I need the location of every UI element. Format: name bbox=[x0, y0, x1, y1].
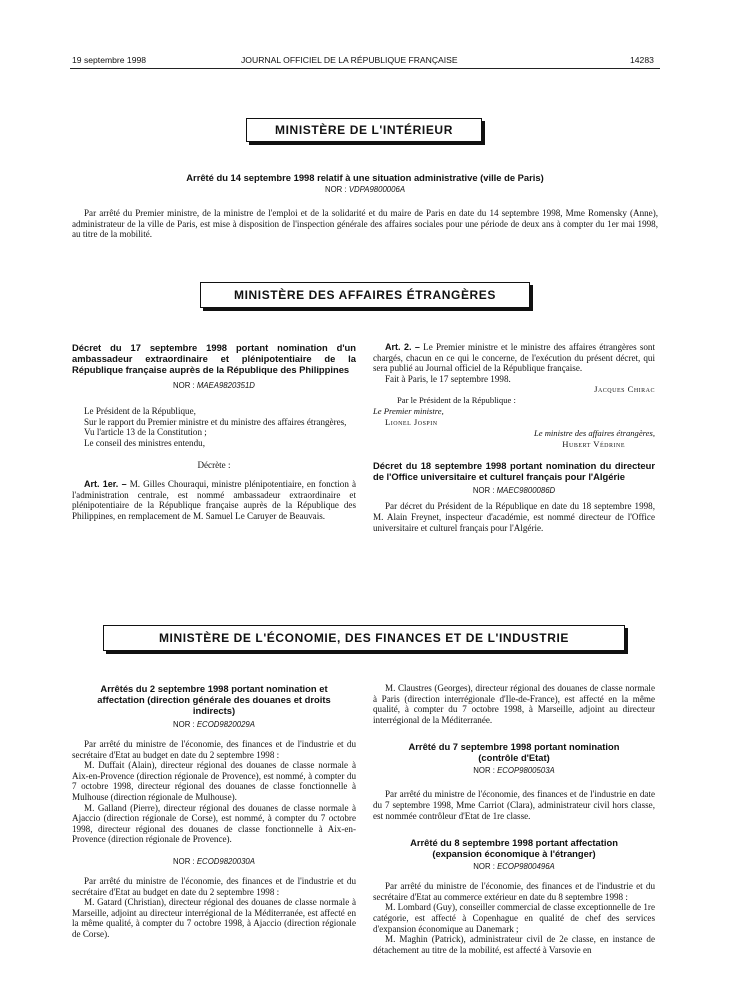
douanes-p2: M. Duffait (Alain), directeur régional des douanes de classe normale à Aix-en-Provence (direction régionale de Provence), est nommé, à compter du 7 octobre 1998, directeur régional des douanes de classe fonctionnelle à Mulhouse (direction régionale de Mulhouse). bbox=[72, 760, 356, 802]
ministry-title-ae-text: MINISTÈRE DES AFFAIRES ÉTRANGÈRES bbox=[233, 288, 497, 302]
article-1 bbox=[72, 479, 356, 521]
expansion-p3: M. Maghin (Patrick), administrateur civil de 2e classe, en instance de détachement au titre de la mobilité, est affecté à Varsovie en bbox=[373, 934, 655, 955]
nor-code-algerie: MAEC9800086D bbox=[496, 486, 556, 496]
header-journal-title: JOURNAL OFFICIEL DE LA RÉPUBLIQUE FRANÇAISE bbox=[241, 55, 458, 65]
decret-heading-philippines: Décret du 17 septembre 1998 portant nomination d'un ambassadeur extraordinaire et plénipotentiaire de la République française auprès de la République des Philippines bbox=[72, 342, 356, 375]
header-page-number: 14283 bbox=[630, 55, 654, 65]
douanes-p4: Par arrêté du ministre de l'économie, des finances et de l'industrie et du secrétaire d'Etat au budget en date du 2 septembre 1998 : bbox=[72, 875, 356, 897]
nor-line bbox=[70, 185, 660, 194]
nor-code-expansion: ECOP9800496A bbox=[497, 862, 555, 872]
ministre-ae-title: Le ministre des affaires étrangères, bbox=[533, 428, 655, 439]
arrete-text: Par arrêté du Premier ministre, de la ministre de l'emploi et de la solidarité et du maire de Paris en date du 14 septembre 1998, Mme Romensky (Anne), administrateur de la ville de Paris, est mise à disposition de l'inspection générale des affaires sociales pour une période de deux ans à compter du 1er mai 1998, au titre de la mobilité. bbox=[72, 208, 658, 240]
nor-line-algerie: NOR : MAEC9800086D bbox=[472, 486, 556, 496]
controle-text: Par arrêté du ministre de l'économie, des finances et de l'industrie en date du 7 septembre 1998, Mme Carriot (Clara), administrateur civil hors classe, est nommée contrôleur d'Etat de 1re classe. bbox=[373, 789, 655, 821]
column-right-ae bbox=[373, 342, 655, 533]
arretes-douanes-heading: Arrêtés du 2 septembre 1998 portant nomination et affectation (direction générale des douanes et droits indirects) bbox=[97, 683, 331, 716]
douanes-p1: Par arrêté du ministre de l'économie, des finances et de l'industrie et du secrétaire d'Etat au budget en date du 2 septembre 1998 : bbox=[72, 739, 356, 760]
ministry-title-interieur bbox=[246, 118, 482, 142]
ministre-ae-signature: Hubert Védrine bbox=[562, 439, 625, 450]
expansion-p2: M. Lombard (Guy), conseiller commercial de classe exceptionnelle de 1re catégorie, est affecté à Copenhague en qualité de chef des services d'expansion économique au Danemark ; bbox=[373, 902, 655, 934]
column-left-economie bbox=[72, 683, 356, 940]
column-right-economie bbox=[373, 683, 655, 955]
article-2 bbox=[373, 342, 655, 374]
expansion-p1: Par arrêté du ministre de l'économie, des finances et de l'industrie et du secrétaire d'Etat au commerce extérieur en date du 8 septembre 1998 : bbox=[373, 881, 655, 902]
ministry-title-economie bbox=[103, 625, 625, 651]
nor-code-douanes-1: ECOD9820029A bbox=[196, 720, 255, 729]
decret-algerie-text: Par décret du Président de la République en date du 18 septembre 1998, M. Alain Freynet, inspecteur d'académie, est nommé directeur de l'Office universitaire et culturel français pour l'Algérie. bbox=[373, 501, 655, 533]
decret-p3: Vu l'article 13 de la Constitution ; bbox=[84, 427, 207, 438]
signature-president: Jacques Chirac bbox=[594, 384, 655, 395]
decret-p2: Sur le rapport du Premier ministre et du ministre des affaires étrangères, bbox=[84, 416, 347, 427]
nor-line-expansion: NOR : ECOP9800496A bbox=[473, 862, 555, 872]
nor-code-controle: ECOP9800503A bbox=[497, 766, 555, 776]
nor-line-douanes-2: NOR : ECOD9820030A bbox=[173, 856, 255, 866]
ministry-title-interieur-text: MINISTÈRE DE L'INTÉRIEUR bbox=[275, 123, 453, 137]
ministry-title-economie-text: MINISTÈRE DE L'ÉCONOMIE, DES FINANCES ET DE L'INDUSTRIE bbox=[158, 631, 570, 645]
nor-line-douanes-1: NOR : ECOD9820029A bbox=[173, 720, 255, 729]
fait-a-paris: Fait à Paris, le 17 septembre 1998. bbox=[385, 373, 511, 384]
nor-line-controle: NOR : ECOP9800503A bbox=[473, 766, 555, 776]
header-rule bbox=[70, 68, 660, 69]
par-le-president: Par le Président de la République : bbox=[397, 395, 516, 406]
nor-label: NOR : bbox=[324, 185, 347, 194]
decret-p1: Le Président de la République, bbox=[84, 406, 196, 416]
premier-ministre-title: Le Premier ministre, bbox=[373, 406, 444, 417]
decret-p4: Le conseil des ministres entendu, bbox=[84, 437, 205, 448]
article-1-text: M. Gilles Chouraqui, ministre plénipotentiaire, en fonction à l'administration centrale, est nommé ambassadeur extraordinaire et plénipotentiaire de la République française auprès de la République des Philippines, en remplacement de M. Samuel Le Caruyer de Beauvais. bbox=[72, 478, 356, 521]
arrete-expansion-heading: Arrêté du 8 septembre 1998 portant affectation (expansion économique à l'étranger) bbox=[410, 837, 618, 860]
decret-heading-algerie: Décret du 18 septembre 1998 portant nomination du directeur de l'Office universitaire et culturel français pour l'Algérie bbox=[373, 460, 655, 483]
nor-code-douanes-2: ECOD9820030A bbox=[196, 856, 255, 866]
ministry-title-affaires-etrangeres bbox=[200, 282, 530, 308]
nor-line-philippines: NOR : MAEA9820351D bbox=[173, 381, 255, 390]
decrete-label: Décrète : bbox=[197, 460, 231, 471]
premier-ministre-signature: Lionel Jospin bbox=[385, 417, 438, 428]
arrete-controle-heading: Arrêté du 7 septembre 1998 portant nomination (contrôle d'Etat) bbox=[408, 741, 620, 764]
claustres-text: M. Claustres (Georges), directeur régional des douanes de classe normale à Paris (direction interrégionale d'Ile-de-France), est affecté en la même qualité, à compter du 7 octobre 1998, à Marseille, adjoint au directeur interrégional de la Méditerranée. bbox=[373, 683, 655, 725]
arrete-heading: Arrêté du 14 septembre 1998 relatif à une situation administrative (ville de Paris) bbox=[186, 172, 544, 183]
column-left-ae bbox=[72, 342, 356, 521]
article-1-label: Art. 1er. – bbox=[84, 478, 127, 489]
header-date: 19 septembre 1998 bbox=[72, 55, 147, 65]
nor-code: VDPA9800006A bbox=[348, 185, 406, 194]
nor-code-philippines: MAEA9820351D bbox=[196, 381, 255, 390]
article-2-label: Art. 2. – bbox=[385, 342, 420, 352]
douanes-p3: M. Galland (Pierre), directeur régional des douanes de classe normale à Ajaccio (direction régionale de Corse), est nommé, à compter du 7 octobre 1998, directeur régional des douanes de classe fonctionnelle à Aix-en-Provence (direction régionale de Provence). bbox=[72, 802, 356, 845]
douanes-p5: M. Gatard (Christian), directeur régional des douanes de classe normale à Marseille, adjoint au directeur interrégional de la Méditerranée, est affecté en la même qualité, à compter du 7 octobre 1998, à Ajaccio (direction régionale de Corse). bbox=[72, 897, 356, 939]
article-2-text: Le Premier ministre et le ministre des affaires étrangères sont chargés, chacun en ce qui le concerne, de l'exécution du présent décret, qui sera publié au Journal officiel de la République française. bbox=[373, 342, 656, 374]
